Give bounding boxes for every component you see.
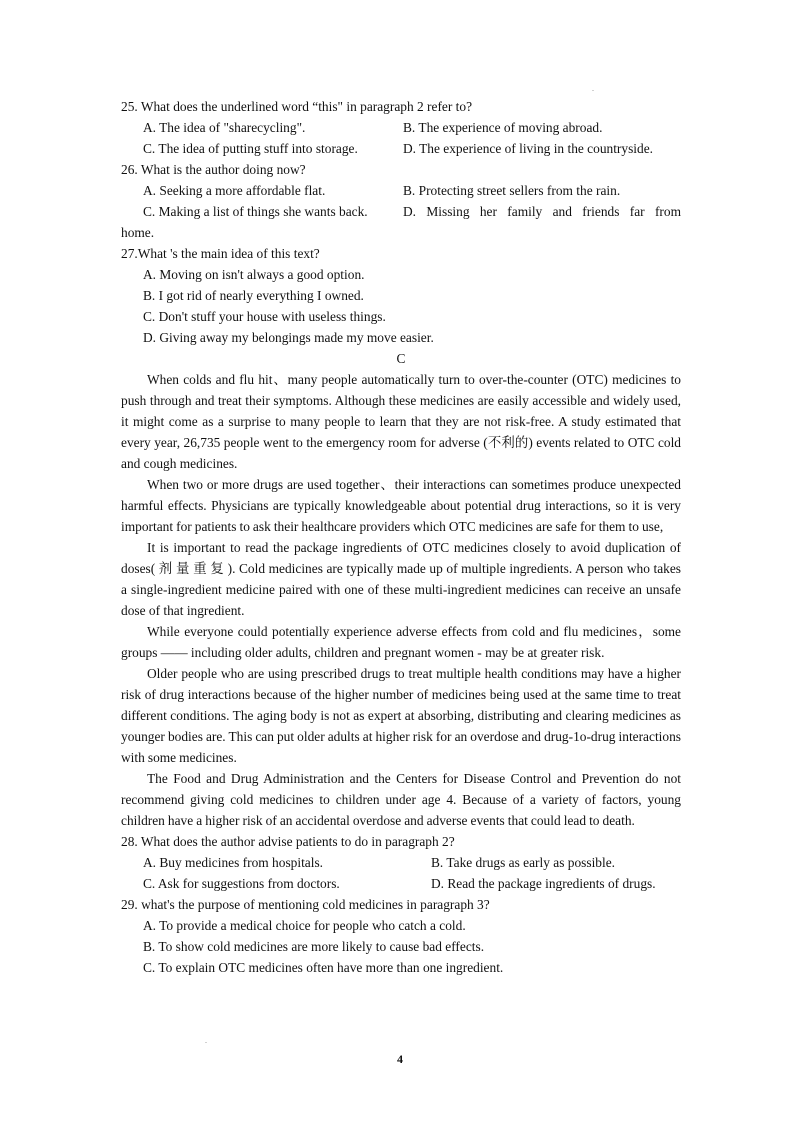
question-27-option-d: D. Giving away my belongings made my move easier. bbox=[143, 330, 434, 345]
question-26-options-row-2 bbox=[121, 201, 681, 222]
passage-paragraph-1: When colds and flu hit、many people automatically turn to over-the-counter (OTC) medicines to push through and treat their symptoms. Although these medicines are easily accessible and widely used, it might come as a surprise to many people to learn that they are not risk-free. A study estimated that every year, 26,735 people went to the emergency room for adverse (不利的) events related to OTC cold and cough medicines. bbox=[121, 372, 681, 471]
page-number: 4 bbox=[397, 1052, 403, 1066]
question-28-option-d: D. Read the package ingredients of drugs. bbox=[431, 876, 656, 891]
question-29-option-c: C. To explain OTC medicines often have more than one ingredient. bbox=[143, 960, 504, 975]
passage-paragraph-5: Older people who are using prescribed drugs to treat multiple health conditions may have a higher risk of drug interactions because of the higher number of medicines being used at the same time to treat different conditions. The aging body is not as expert at absorbing, distributing and clearing medicines as younger bodies are. This can put older adults at higher risk for an overdose and drug-1o-drug interactions with some medicines. bbox=[121, 666, 681, 765]
question-26-option-b: B. Protecting street sellers from the rain. bbox=[403, 183, 621, 198]
question-25 bbox=[121, 96, 681, 159]
question-25-option-a: A. The idea of "sharecycling". bbox=[143, 120, 306, 135]
question-25-option-b: B. The experience of moving abroad. bbox=[403, 120, 603, 135]
question-26-stem: 26. What is the author doing now? bbox=[121, 162, 306, 177]
scan-speck: . bbox=[592, 84, 594, 93]
passage-paragraph-4: While everyone could potentially experience adverse effects from cold and flu medicines，some groups —— including older adults, children and pregnant women - may be at greater risk. bbox=[121, 624, 681, 660]
scan-speck: . bbox=[205, 1036, 207, 1045]
question-27-option-b: B. I got rid of nearly everything I owned. bbox=[143, 288, 364, 303]
question-28-option-b: B. Take drugs as early as possible. bbox=[431, 855, 616, 870]
question-28-stem: 28. What does the author advise patients to do in paragraph 2? bbox=[121, 834, 455, 849]
question-29-option-a: A. To provide a medical choice for people who catch a cold. bbox=[143, 918, 466, 933]
question-25-stem: 25. What does the underlined word “this" in paragraph 2 refer to? bbox=[121, 99, 473, 114]
question-26-options-row-1 bbox=[121, 180, 681, 201]
passage-paragraph-3: It is important to read the package ingredients of OTC medicines closely to avoid duplication of doses( 剂 量 重 复 ). Cold medicines are typically made up of multiple ingredients. A person who takes a single-ingredient medicine paired with one of these multi-ingredient medicines can receive an unsafe dose of that ingredient. bbox=[121, 540, 681, 618]
question-25-option-c: C. The idea of putting stuff into storage. bbox=[143, 141, 358, 156]
question-29 bbox=[121, 894, 681, 978]
question-29-stem: 29. what's the purpose of mentioning cold medicines in paragraph 3? bbox=[121, 897, 490, 912]
section-heading-c: C bbox=[396, 351, 406, 366]
exam-page bbox=[121, 96, 681, 978]
question-28-option-a: A. Buy medicines from hospitals. bbox=[143, 855, 324, 870]
question-26 bbox=[121, 159, 681, 243]
question-27 bbox=[121, 243, 681, 348]
question-28-options-row-1 bbox=[121, 852, 681, 873]
question-25-options-row-2 bbox=[121, 138, 681, 159]
question-26-option-d: D. Missing her family and friends far from bbox=[403, 204, 681, 219]
question-27-option-c: C. Don't stuff your house with useless things. bbox=[143, 309, 386, 324]
passage-paragraph-6: The Food and Drug Administration and the Centers for Disease Control and Prevention do not recommend giving cold medicines to children under age 4. Because of a variety of factors, young children have a higher risk of an accidental overdose and adverse events that could lead to death. bbox=[121, 771, 681, 828]
question-28-option-c: C. Ask for suggestions from doctors. bbox=[143, 876, 340, 891]
question-26-option-a: A. Seeking a more affordable flat. bbox=[143, 183, 326, 198]
question-26-option-c: C. Making a list of things she wants back. bbox=[143, 204, 368, 219]
question-29-option-b: B. To show cold medicines are more likely to cause bad effects. bbox=[143, 939, 485, 954]
question-27-option-a: A. Moving on isn't always a good option. bbox=[143, 267, 365, 282]
passage-c bbox=[121, 369, 681, 831]
question-28-options-row-2 bbox=[121, 873, 681, 894]
question-28 bbox=[121, 831, 681, 894]
question-25-option-d: D. The experience of living in the countryside. bbox=[403, 141, 654, 156]
passage-paragraph-2: When two or more drugs are used together、their interactions can sometimes produce unexpected harmful effects. Physicians are typically knowledgeable about potential drug interactions, so it is very important for patients to ask their healthcare providers which OTC medicines are safe for them to use, bbox=[121, 477, 681, 534]
question-27-stem: 27.What 's the main idea of this text? bbox=[121, 246, 320, 261]
question-25-options-row-1 bbox=[121, 117, 681, 138]
question-26-option-d-continued: home. bbox=[121, 225, 155, 240]
